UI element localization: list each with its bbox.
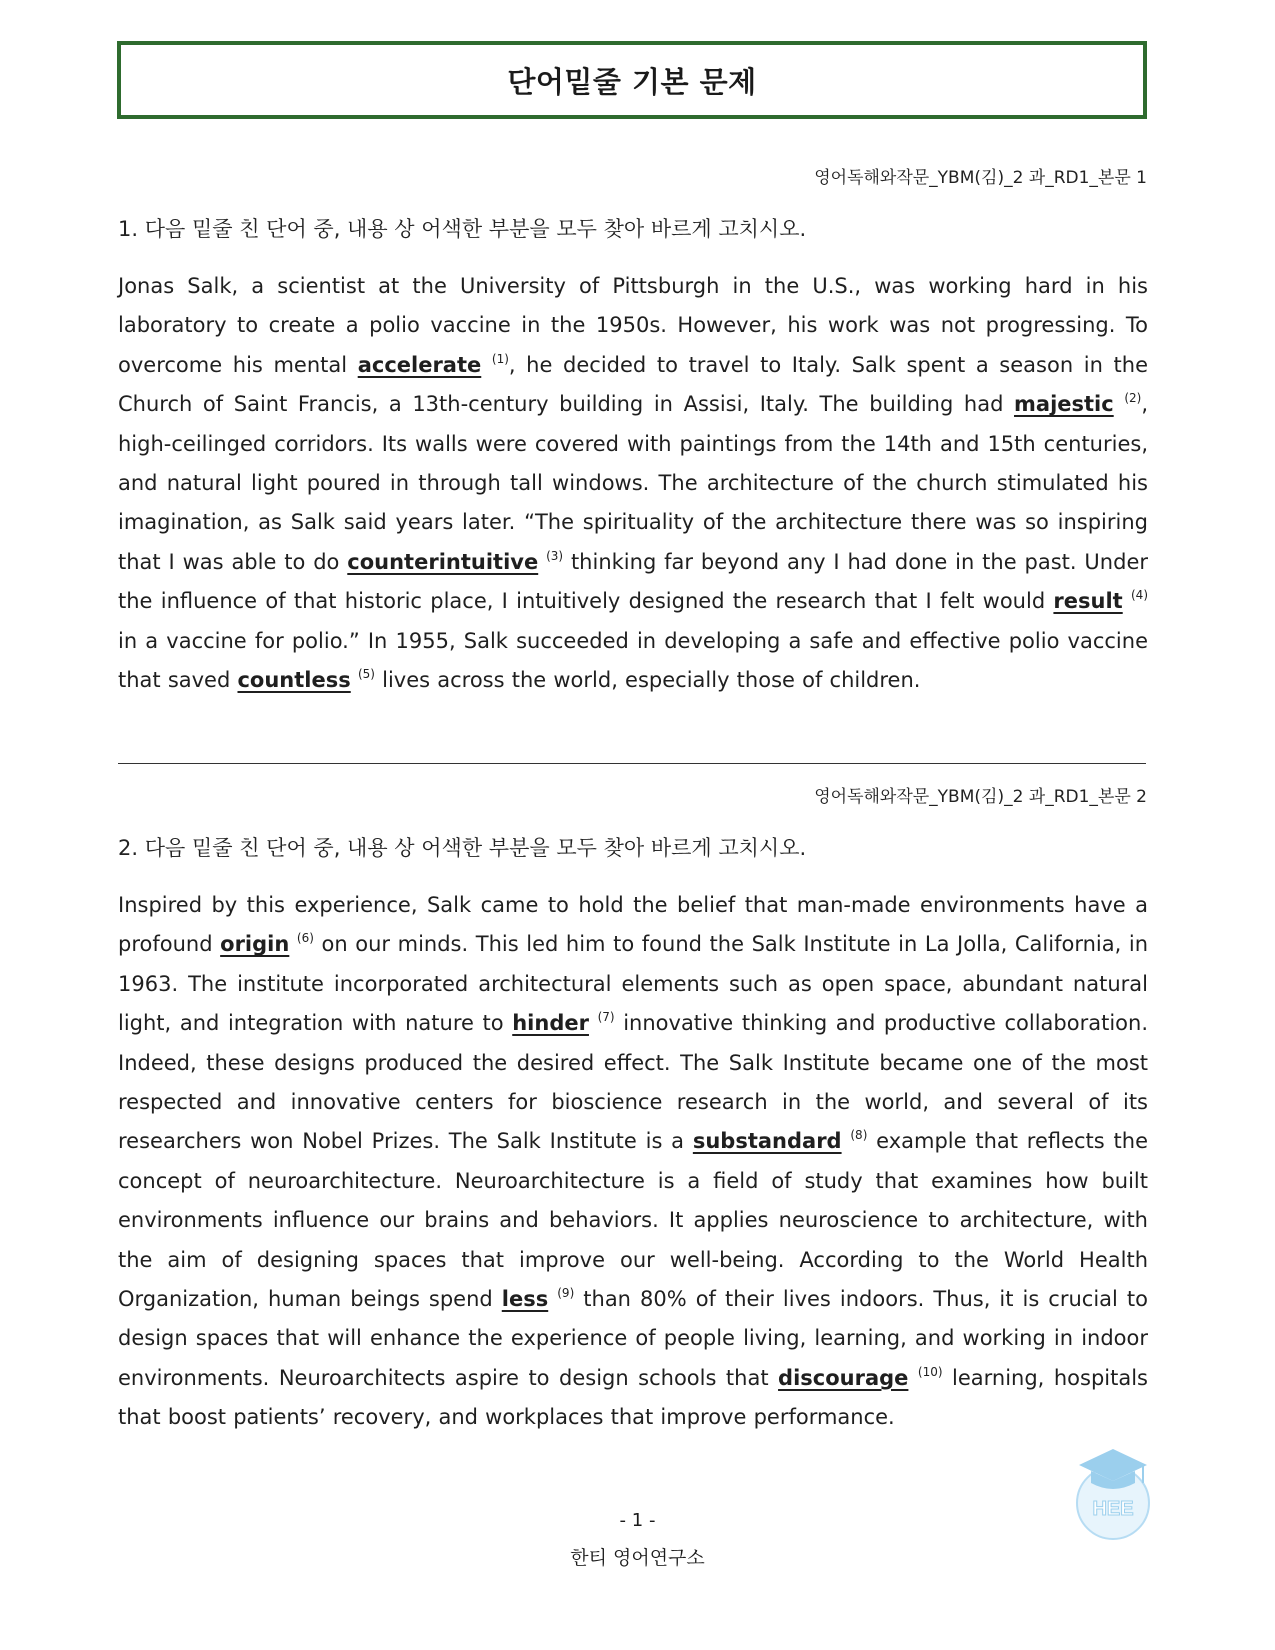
blank-number: (1) xyxy=(491,351,509,366)
blank-number: (4) xyxy=(1131,588,1148,603)
underlined-word: discourage xyxy=(778,1365,909,1390)
underlined-word: result xyxy=(1053,589,1123,614)
footer-organization: 한티 영어연구소 xyxy=(570,1547,705,1569)
logo-text: HEE xyxy=(1092,1498,1134,1520)
source-label-2: 영어독해와작문_YBM(김)_2 과_RD1_본문 2 xyxy=(814,787,1147,807)
underlined-word: origin xyxy=(220,932,290,957)
blank-number: (9) xyxy=(557,1286,575,1301)
question-2: 2. 다음 밑줄 친 단어 중, 내용 상 어색한 부분을 모두 찾아 바르게 고치시오. xyxy=(118,836,807,860)
passage-2: Inspired by this experience, Salk came to hold the belief that man-made environments have a profound origin $^{(6)}$ on our minds. This led him to found the Salk Institute in La Jolla, California, in 1963. The institute incorporated architectural elements such as open space, abundant natural light, and integration with nature to hinder $^{(7)}$ innovative thinking and productive collaboration. Indeed, these designs produced the desired effect. The Salk Institute became one of the most respected and innovative centers for bioscience research in the world, and several of its researchers won Nobel Prizes. The Salk Institute is a substandard $^{(8)}$ example that reflects the concept of neuroarchitecture. Neuroarchitecture is a field of study that examines how built environments influence our brains and behaviors. It applies neuroscience to architecture, with the aim of designing spaces that improve our well-being. According to the World Health Organization, human beings spend less $^{(9)}$ than 80% of their lives indoors. Thus, it is crucial to design spaces that will enhance the experience of people living, learning, and working in indoor environments. Neuroarchitects aspire to design schools that discourage $^{(10)}$ learning, hospitals that boost patients’ recovery, and workplaces that improve performance. xyxy=(118,893,1149,1430)
section-divider xyxy=(118,763,1146,764)
underlined-word: hinder xyxy=(512,1011,589,1036)
blank-number: (7) xyxy=(597,1010,615,1025)
title-box xyxy=(117,41,1147,119)
page-title: 단어밑줄 기본 문제 xyxy=(507,64,757,99)
passage-1: Jonas Salk, a scientist at the University of Pittsburgh in the U.S., was working hard in his laboratory to create a polio vaccine in the 1950s. However, his work was not progressing. To overcome his mental accelerate $^{(1)}$, he decided to travel to Italy. Salk spent a season in the Church of Saint Francis, a 13th-century building in Assisi, Italy. The building had majestic $^{(2)}$, high-ceilinged corridors. Its walls were covered with paintings from the 14th and 15th centuries, and natural light poured in through tall windows. The architecture of the church stimulated his imagination, as Salk said years later. “The spirituality of the architecture there was so inspiring that I was able to do counterintuitive $^{(3)}$ thinking far beyond any I had done in the past. Under the influence of that historic place, I intuitively designed the research that I felt would result $^{(4)}$ in a vaccine for polio.” In 1955, Salk succeeded in developing a safe and effective polio vaccine that saved countless $^{(5)}$ lives across the world, especially those of children. xyxy=(118,274,1148,693)
source-label-1: 영어독해와작문_YBM(김)_2 과_RD1_본문 1 xyxy=(814,168,1147,188)
underlined-word: countless xyxy=(237,668,351,693)
underlined-word: accelerate xyxy=(357,352,482,377)
blank-number: (5) xyxy=(357,667,375,682)
blank-number: (8) xyxy=(850,1128,868,1143)
question-1: 1. 다음 밑줄 친 단어 중, 내용 상 어색한 부분을 모두 찾아 바르게 고치시오. xyxy=(118,217,807,241)
blank-number: (3) xyxy=(546,548,564,563)
blank-number: (6) xyxy=(296,931,314,946)
blank-number: (2) xyxy=(1124,391,1142,406)
underlined-word: counterintuitive xyxy=(347,549,539,574)
underlined-word: less xyxy=(501,1287,549,1312)
page-number: - 1 - xyxy=(619,1510,656,1531)
underlined-word: majestic xyxy=(1014,392,1114,417)
blank-number: (10) xyxy=(917,1364,943,1379)
underlined-word: substandard xyxy=(692,1129,842,1154)
